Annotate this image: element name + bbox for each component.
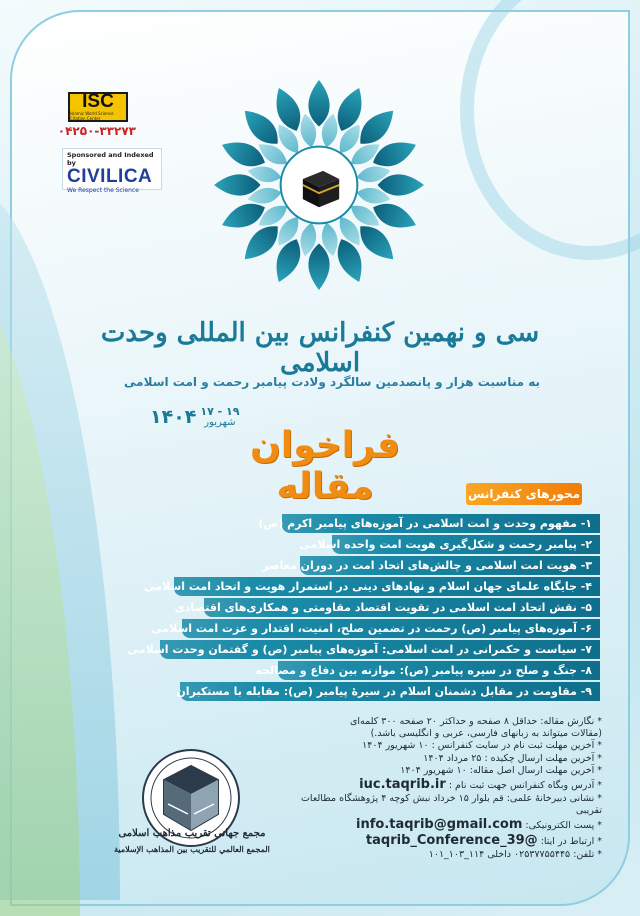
- info-eitaa-label: * ارتباط در ایتا:: [540, 836, 602, 848]
- info-website[interactable]: iuc.taqrib.ir: [359, 777, 446, 793]
- info-eitaa-row: [284, 833, 602, 849]
- conference-subtitle: به مناسبت هزار و پانصدمین سالگرد ولادت پیامبر رحمت و امت اسلامی: [124, 375, 540, 389]
- conference-title: سی و نهمین کنفرانس بین المللی وحدت اسلامی: [100, 318, 540, 378]
- info-phone: * تلفن: ۰۲۵۳۷۷۵۵۴۴۵ داخلی ۱۱۴_۱۰۳_۱۰۱: [428, 849, 602, 861]
- info-website-label: * آدرس وبگاه کنفرانس جهت ثبت نام :: [448, 780, 602, 792]
- civilica-logo: [62, 148, 162, 194]
- info-eitaa[interactable]: @taqrib_Conference_39: [365, 833, 538, 849]
- topics-list: [127, 514, 600, 701]
- civilica-sponsor-text: Sponsored and Indexed by: [67, 151, 154, 167]
- conference-days: ۱۷ - ۱۹: [200, 405, 240, 418]
- civilica-name: CIVILICA: [67, 166, 153, 187]
- info-email[interactable]: info.taqrib@gmail.com: [356, 817, 523, 833]
- info-languages: (مقالات میتواند به زبانهای فارسی، عربی و انگلیسی باشد.): [370, 728, 602, 740]
- rosette-kaaba-icon: [208, 74, 430, 296]
- info-website-row: [284, 777, 602, 793]
- topic-item: ۶- آموزه‌های پیامبر (ص) رحمت در تضمین صلح، امنیت، اقتدار و عزت امت اسلامی: [182, 619, 600, 638]
- info-deadline-register: * آخرین مهلت ثبت نام در سایت کنفرانس : ۱۰ شهریور ۱۴۰۴: [362, 740, 602, 752]
- conference-month: شهریور: [204, 417, 236, 428]
- topic-item: ۳- هویت امت اسلامی و چالش‌های اتحاد امت در دوران معاصر: [300, 556, 600, 575]
- topic-item: ۱- مفهوم وحدت و امت اسلامی در آموزه‌های پیامبر اکرم (ص): [282, 514, 600, 533]
- isc-logo-text: ISC: [82, 91, 114, 112]
- isc-logo: [68, 92, 128, 122]
- isc-logo-tagline: Islamic World Science Citation Center: [70, 111, 114, 121]
- info-writing: * نگارش مقاله: حداقل ۸ صفحه و حداکثر ۲۰ صفحه ۳۰۰ کلمه‌ای: [349, 716, 602, 727]
- info-deadline-paper: * آخرین مهلت ارسال اصل مقاله: ۱۰ شهریور ۱۴۰۴: [400, 764, 602, 776]
- info-email-row: [284, 817, 602, 833]
- conference-date: [150, 398, 280, 428]
- civilica-tagline: We Respect the Science: [67, 187, 139, 194]
- topic-item: ۵- نقش اتحاد امت اسلامی در تقویت اقتصاد مقاومتی و همکاری‌های اقتصادی: [204, 598, 600, 617]
- topic-item: ۷- سیاست و حکمرانی در امت اسلامی: آموزه‌های پیامبر (ص) و گفتمان وحدت اسلامی: [160, 640, 600, 659]
- call-for-papers-title: فراخوان مقاله: [250, 425, 400, 507]
- info-deadline-abstract: * آخرین مهلت ارسال چکیده : ۲۵ مرداد ۱۴۰۴: [423, 752, 602, 764]
- topics-heading: محورهای کنفرانس: [466, 483, 582, 505]
- emblem-name-fa: مجمع جهانی تقریب مذاهب اسلامی: [118, 828, 266, 839]
- info-address: * نشانی دبیرخانهٔ علمی: قم بلوار ۱۵ خرداد نبش کوچه ۴ پژوهشگاه مطالعات تقریبی: [300, 793, 602, 817]
- topic-item: ۸- جنگ و صلح در سیره پیامبر (ص): موازنه بین دفاع و مصالحه: [278, 661, 600, 680]
- info-block: [284, 716, 602, 862]
- taqrib-emblem-icon: [126, 716, 256, 886]
- info-email-label: * پست الکترونیکی:: [525, 820, 602, 832]
- emblem-name-ar: المجمع العالمي للتقريب بين المذاهب الإسلامية: [114, 844, 270, 854]
- topic-item: ۲- پیامبر رحمت و شکل‌گیری هویت امت واحده اسلامی: [332, 535, 600, 554]
- isc-code: ۰۴۲۵۰-۳۳۲۷۳: [57, 124, 136, 138]
- topic-item: ۹- مقاومت در مقابل دشمنان اسلام در سیرهٔ پیامبر (ص): مقابله با مستکبران: [180, 682, 600, 701]
- conference-year: ۱۴۰۴: [150, 406, 197, 428]
- topic-item: ۴- جایگاه علمای جهان اسلام و نهادهای دینی در استمرار هویت و اتحاد امت اسلامی: [174, 577, 600, 596]
